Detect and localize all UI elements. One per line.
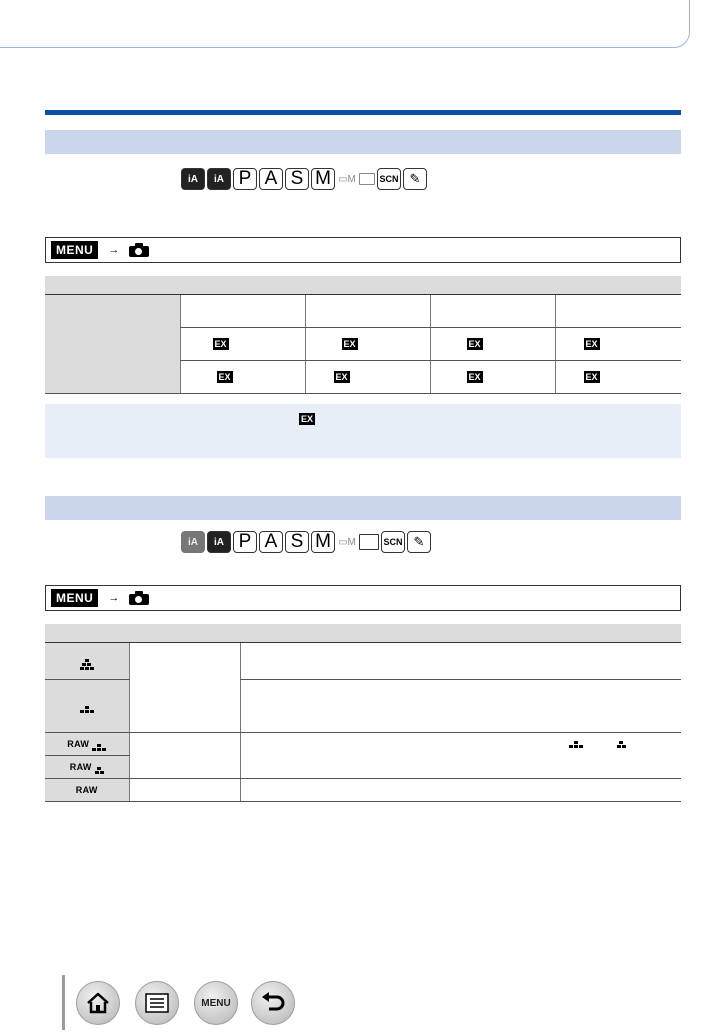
extended-zoom-icon: EX [335, 372, 348, 382]
s-mode-icon: S [285, 531, 309, 553]
table-cell [555, 295, 681, 328]
fine-quality-icon [80, 659, 94, 670]
table-cell [555, 361, 681, 394]
home-button[interactable] [76, 981, 120, 1025]
quality-icon-cell [45, 779, 129, 802]
back-arrow-icon [260, 992, 286, 1014]
table-cell [180, 361, 305, 394]
ia-plus-mode-icon: iA [207, 531, 231, 553]
table-row [45, 295, 681, 328]
table-cell [430, 328, 555, 361]
table-row [45, 733, 681, 756]
section-2-table [45, 624, 681, 802]
extended-zoom-icon: EX [218, 372, 231, 382]
section-1-header [45, 130, 681, 154]
scn-mode-icon: SCN [381, 531, 405, 553]
section-1-table [45, 276, 681, 394]
arrow-right-icon: → [108, 244, 120, 256]
table-cell [430, 295, 555, 328]
table-cell [180, 328, 305, 361]
raw-fine-quality-icon [92, 744, 106, 751]
section-2-header [45, 496, 681, 520]
table-cell [555, 328, 681, 361]
fine-quality-icon [569, 741, 583, 748]
menu-label: MENU [201, 997, 231, 1009]
extended-zoom-icon: EX [585, 339, 598, 349]
extended-zoom-icon: EX [585, 372, 598, 382]
creative-mode-icon: ✎ [403, 168, 427, 190]
ia-mode-icon: iA [181, 531, 205, 553]
section-1-note [45, 404, 681, 458]
page-tab-frame [0, 0, 690, 48]
extended-zoom-icon: EX [468, 339, 481, 349]
row-label-cell [45, 295, 180, 394]
a-mode-icon: A [259, 531, 283, 553]
a-mode-icon: A [259, 168, 283, 190]
table-cell [305, 328, 430, 361]
contents-button[interactable] [135, 981, 179, 1025]
panorama-mode-icon [359, 534, 379, 550]
table-cell [180, 295, 305, 328]
table-header-cell [45, 276, 180, 295]
ia-plus-mode-icon: iA [207, 168, 231, 190]
extended-zoom-icon: EX [468, 372, 481, 382]
table-cell [430, 361, 555, 394]
menu-list-button[interactable] [194, 981, 238, 1025]
table-header-cell [305, 276, 430, 295]
table-cell [129, 733, 240, 779]
scn-mode-icon: SCN [377, 168, 401, 190]
ia-mode-icon: iA [181, 168, 205, 190]
raw-only-label: RAW [75, 785, 98, 795]
table-row [45, 779, 681, 802]
menu-icon: MENU [51, 589, 98, 607]
movie-m-mode-icon: ▭M [338, 173, 356, 185]
table-header-row [45, 624, 681, 643]
table-cell [240, 779, 681, 802]
table-cell [240, 733, 681, 779]
creative-mode-icon: ✎ [407, 531, 431, 553]
standard-quality-icon [80, 706, 94, 713]
m-mode-icon: M [311, 168, 335, 190]
section-2-recording-modes [181, 530, 431, 554]
back-button[interactable] [251, 981, 295, 1025]
title-rule [45, 110, 681, 115]
table-header-cell [555, 276, 681, 295]
section-2-menu-path [45, 585, 681, 611]
extended-zoom-icon: EX [343, 339, 356, 349]
extended-zoom-icon: EX [214, 339, 227, 349]
table-cell [240, 680, 681, 733]
menu-icon: MENU [51, 241, 98, 259]
m-mode-icon: M [311, 531, 335, 553]
table-header-cell [240, 624, 681, 643]
raw-standard-quality-icon [95, 767, 104, 774]
table-header-cell [180, 276, 305, 295]
table-header-cell [430, 276, 555, 295]
table-cell [129, 643, 240, 733]
quality-icon-cell [45, 680, 129, 733]
p-mode-icon: P [233, 168, 257, 190]
table-header-row [45, 276, 681, 295]
table-cell [240, 643, 681, 680]
section-1-menu-path [45, 237, 681, 263]
quality-icon-cell [45, 756, 129, 779]
table-header-cell [129, 624, 240, 643]
arrow-right-icon: → [108, 592, 120, 604]
quality-icon-cell [45, 643, 129, 680]
list-icon [145, 993, 169, 1013]
quality-icon-cell [45, 733, 129, 756]
p-mode-icon: P [233, 531, 257, 553]
table-cell [305, 295, 430, 328]
table-row [45, 643, 681, 680]
table-cell [129, 779, 240, 802]
table-cell [305, 361, 430, 394]
nav-divider [62, 975, 65, 1030]
s-mode-icon: S [285, 168, 309, 190]
extended-zoom-icon: EX [301, 414, 314, 424]
raw-label: RAW [69, 761, 92, 772]
home-icon [85, 991, 111, 1015]
movie-m-mode-icon: ▭M [338, 536, 356, 548]
panorama-mode-icon [359, 173, 375, 185]
standard-quality-icon [617, 741, 626, 748]
section-1-recording-modes [181, 167, 427, 191]
camera-icon [129, 591, 149, 605]
table-header-cell [45, 624, 129, 643]
raw-label: RAW [67, 738, 90, 749]
camera-icon [129, 243, 149, 257]
